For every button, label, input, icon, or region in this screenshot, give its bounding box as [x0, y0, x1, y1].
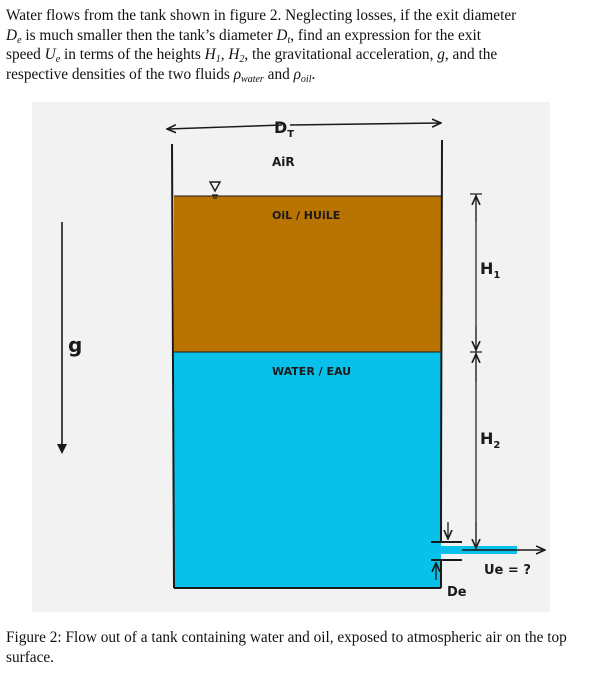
- problem-line-4: respective densities of the two fluids: [6, 65, 234, 83]
- problem-line-3a: speed: [6, 46, 45, 63]
- label-h2: $H_2$: [480, 429, 501, 451]
- var-h2: $H_2$: [228, 46, 245, 65]
- label-ue: Ue = ?: [484, 563, 531, 578]
- var-rho-oil: $\rho_{oil}$: [293, 65, 312, 85]
- problem-line-3c: , the gravitational acceleration,: [244, 46, 438, 63]
- var-h1: $H_1$: [204, 46, 221, 65]
- figure-caption: Figure 2: Flow out of a tank containing water and oil, exposed to atmospheric air on the top surface.: [6, 629, 567, 666]
- problem-line-1: Water flows from the tank shown in figure 2. Neglecting losses, if the exit diameter: [6, 7, 517, 24]
- tank-figure: [32, 102, 550, 612]
- label-oil: OiL / HUiLE: [272, 209, 341, 222]
- var-rho-water: $\rho_{water}$: [233, 65, 264, 85]
- label-h1: $H_1$: [480, 259, 501, 281]
- var-g: g: [437, 46, 445, 63]
- label-g: g: [68, 333, 83, 357]
- problem-statement: Water flows from the tank shown in figure 2. Neglecting losses, if the exit diameter $D_e$ is much smaller then the tank’s diameter $D_t$, find an expression for the exit speed $U_e$ in terms of the heights $H_1$, $H_2$, the gravitational acceleration, g, and the respective densities of the two fluids $\rho_{water}$ and $\rho_{oil}$.: [6, 7, 517, 85]
- problem-line-2b: , find an expression for the exit: [290, 26, 481, 44]
- var-ue: $U_e$: [44, 46, 61, 65]
- var-dt: $D_t$: [276, 26, 291, 46]
- problem-line-2a: is much smaller then the tank’s diameter: [21, 26, 277, 44]
- label-water: WATER / EAU: [272, 365, 352, 378]
- tank-diagram: [32, 102, 550, 612]
- problem-line-3d: , and the: [444, 46, 498, 63]
- label-de: De: [447, 585, 467, 600]
- water-layer: [174, 352, 441, 588]
- label-air: AiR: [272, 155, 295, 169]
- label-dt: $D_T$: [274, 118, 295, 140]
- tank-wall-right: [441, 140, 442, 542]
- var-de: $D_e$: [6, 26, 22, 46]
- problem-line-3b: in terms of the heights: [60, 46, 205, 63]
